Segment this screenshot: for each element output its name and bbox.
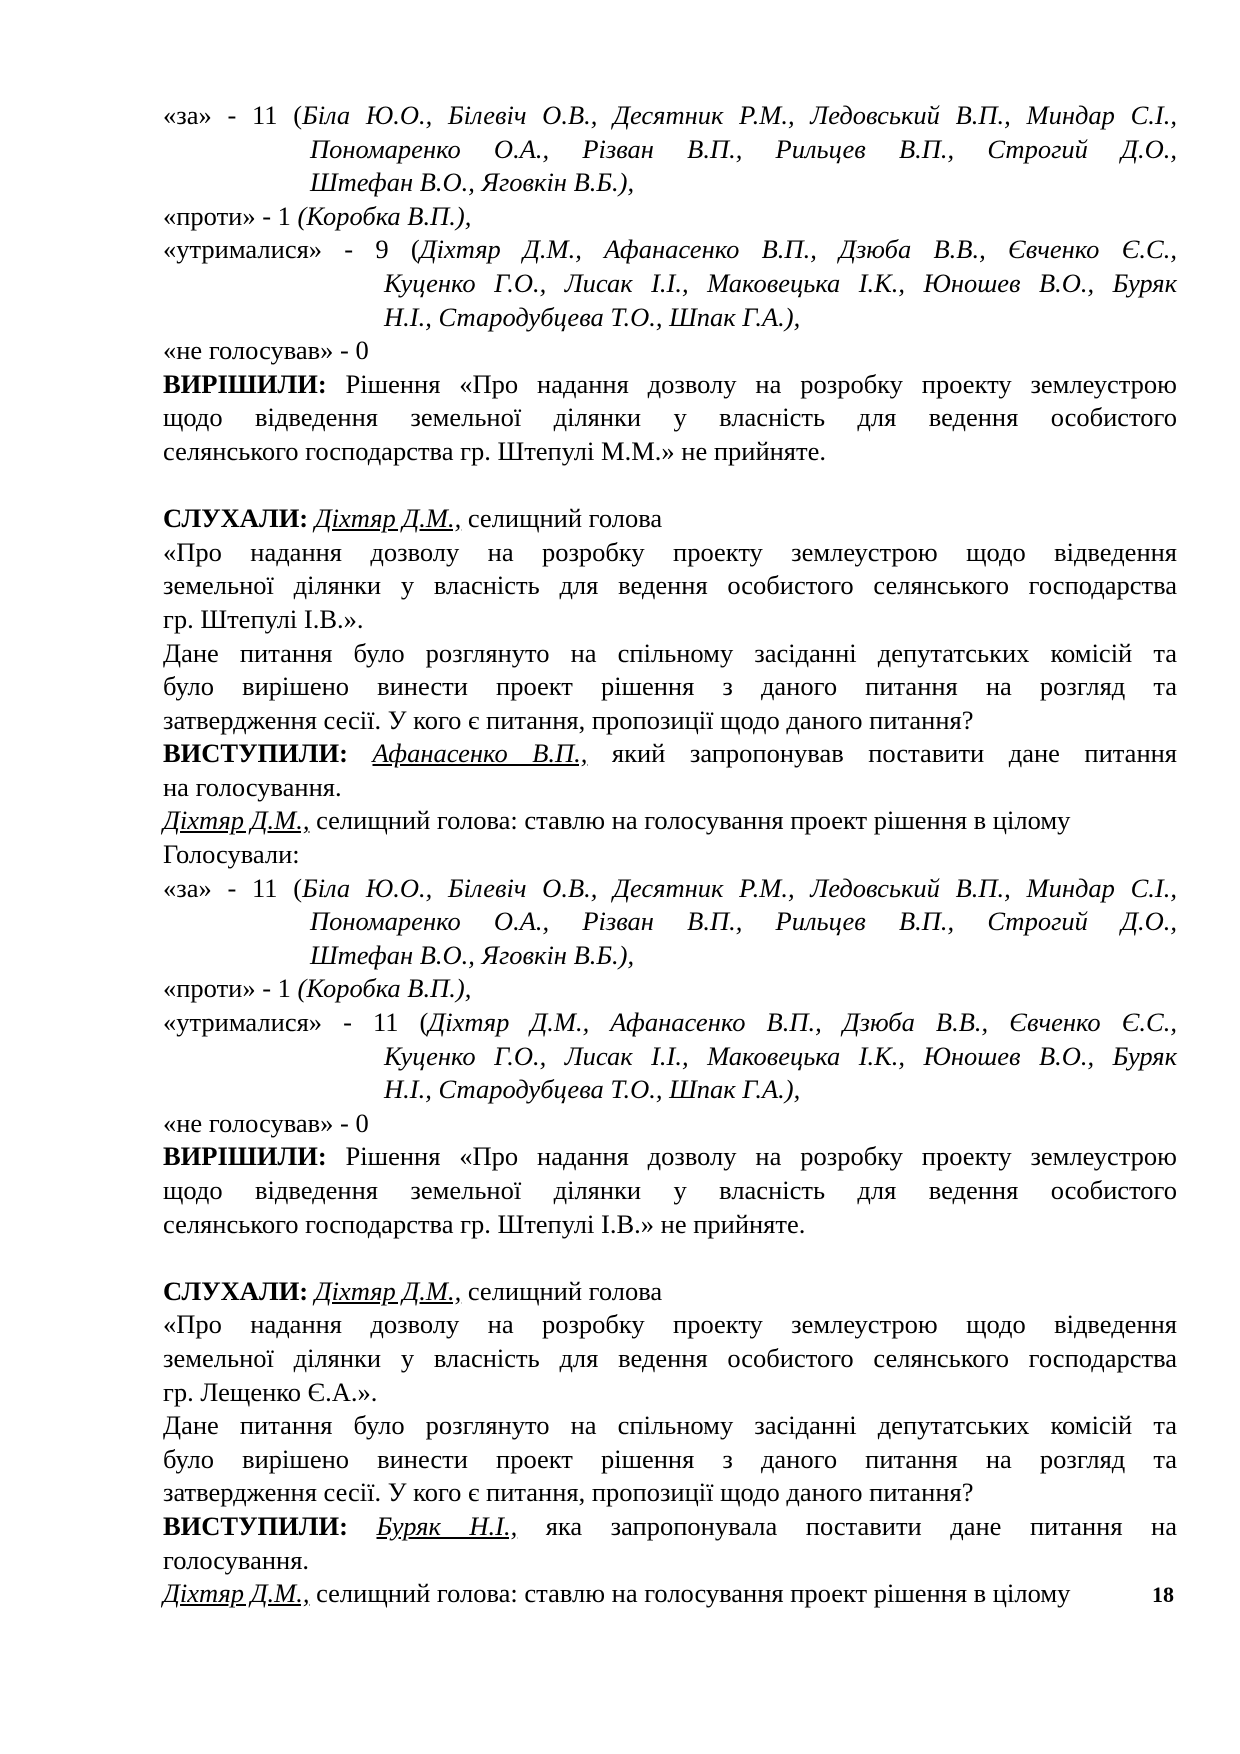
vote-for-names: Біла Ю.О., Білевіч О.В., Десятник Р.М., Ледовський В.П., Миндар С.І., bbox=[302, 100, 1177, 130]
not-voted-line: «не голосував» - 0 bbox=[163, 1107, 369, 1138]
heard-line: СЛУХАЛИ: Діхтяр Д.М., селищний голова bbox=[163, 503, 663, 534]
decision-line: ВИРІШИЛИ: Рішення «Про надання дозволу на розробку проекту землеустрою bbox=[163, 1141, 1177, 1172]
speaker-name: Буряк Н.І., bbox=[376, 1510, 518, 1541]
agenda-title: «Про надання дозволу на розробку проекту землеустрою щодо відведення bbox=[163, 1309, 1177, 1340]
heard-label: СЛУХАЛИ: bbox=[163, 503, 309, 534]
vote-abstain-line: «утрималися» - 11 (Діхтяр Д.М., Афанасенко В.П., Дзюба В.В., Євченко Є.С., bbox=[163, 1007, 1177, 1038]
agenda-description: затвердження сесії. У кого є питання, пропозиції щодо даного питання? bbox=[163, 704, 974, 735]
speakers-line: ВИСТУПИЛИ: Афанасенко В.П., який запропонував поставити дане питання bbox=[163, 738, 1177, 769]
vote-for-line: «за» - 11 (Біла Ю.О., Білевіч О.В., Десятник Р.М., Ледовський В.П., Миндар С.І., bbox=[163, 872, 1177, 903]
vote-abstain-names-cont: Куценко Г.О., Лисак І.І., Маковецька І.К., Юношев В.О., Буряк bbox=[384, 1040, 1177, 1071]
vote-abstain-names-cont: Куценко Г.О., Лисак І.І., Маковецька І.К., Юношев В.О., Буряк bbox=[384, 267, 1177, 298]
document-page bbox=[163, 99, 1177, 1611]
chair-name: Діхтяр Д.М., bbox=[163, 1578, 310, 1609]
vote-abstain-line: «утрималися» - 9 (Діхтяр Д.М., Афанасенко В.П., Дзюба В.В., Євченко Є.С., bbox=[163, 234, 1177, 265]
decision-text: щодо відведення земельної ділянки у власність для ведення особистого bbox=[163, 1175, 1177, 1205]
vote-for-names-cont: Пономаренко О.А., Різван В.П., Рильцев В.П., Строгий Д.О., bbox=[310, 133, 1177, 164]
agenda-title: земельної ділянки у власність для ведення особистого селянського господарства bbox=[163, 570, 1177, 601]
speaker-name: Афанасенко В.П., bbox=[372, 738, 588, 769]
agenda-description: Дане питання було розглянуто на спільному засіданні депутатських комісій та bbox=[163, 637, 1177, 668]
decision-text: селянського господарства гр. Штепулі М.М.» не прийняте. bbox=[163, 435, 826, 466]
not-voted-line: «не голосував» - 0 bbox=[163, 335, 369, 366]
agenda-description: Дане питання було розглянуто на спільному засіданні депутатських комісій та bbox=[163, 1410, 1177, 1441]
vote-abstain-names-cont: Н.І., Стародубцева Т.О., Шпак Г.А.), bbox=[384, 301, 801, 332]
heard-label: СЛУХАЛИ: bbox=[163, 1275, 309, 1306]
agenda-title: гр. Лещенко Є.А.». bbox=[163, 1376, 378, 1407]
vote-for-names-cont: Штефан В.О., Яговкін В.Б.), bbox=[310, 167, 635, 198]
agenda-description: було вирішено винести проект рішення з даного питання на розгляд та bbox=[163, 1443, 1177, 1474]
speakers-line: ВИСТУПИЛИ: Буряк Н.І., яка запропонувала поставити дане питання на bbox=[163, 1510, 1178, 1541]
speakers-text: на голосування. bbox=[163, 771, 342, 802]
vote-for-names-cont: Пономаренко О.А., Різван В.П., Рильцев В.П., Строгий Д.О., bbox=[310, 906, 1177, 937]
agenda-description: було вирішено винести проект рішення з даного питання на розгляд та bbox=[163, 671, 1177, 702]
speakers-label: ВИСТУПИЛИ: bbox=[163, 738, 348, 769]
agenda-title: земельної ділянки у власність для ведення особистого селянського господарства bbox=[163, 1342, 1177, 1373]
page-number: 18 bbox=[1152, 1582, 1174, 1607]
speakers-label: ВИСТУПИЛИ: bbox=[163, 1510, 348, 1541]
decision-line: ВИРІШИЛИ: Рішення «Про надання дозволу на розробку проекту землеустрою bbox=[163, 368, 1177, 399]
decision-label: ВИРІШИЛИ: bbox=[163, 368, 327, 399]
chair-line: Діхтяр Д.М., селищний голова: ставлю на голосування проект рішення в цілому bbox=[163, 805, 1071, 836]
agenda-title: гр. Штепулі І.В.». bbox=[163, 603, 364, 634]
agenda-title: «Про надання дозволу на розробку проекту землеустрою щодо відведення bbox=[163, 536, 1177, 567]
speaker-name: Діхтяр Д.М., bbox=[314, 1275, 462, 1306]
chair-name: Діхтяр Д.М., bbox=[163, 805, 310, 836]
heard-line: СЛУХАЛИ: Діхтяр Д.М., селищний голова bbox=[163, 1275, 663, 1306]
speakers-text: голосування. bbox=[163, 1544, 310, 1575]
vote-for-line: «за» - 11 (Біла Ю.О., Білевіч О.В., Десятник Р.М., Ледовський В.П., Миндар С.І., bbox=[163, 100, 1177, 130]
decision-label: ВИРІШИЛИ: bbox=[163, 1141, 327, 1172]
decision-text: щодо відведення земельної ділянки у власність для ведення особистого bbox=[163, 402, 1177, 433]
decision-text: селянського господарства гр. Штепулі І.В.» не прийняте. bbox=[163, 1208, 806, 1239]
vote-for-names-cont: Штефан В.О., Яговкін В.Б.), bbox=[310, 939, 635, 970]
vote-abstain-names-cont: Н.І., Стародубцева Т.О., Шпак Г.А.), bbox=[384, 1074, 801, 1105]
agenda-description: затвердження сесії. У кого є питання, пропозиції щодо даного питання? bbox=[163, 1477, 974, 1508]
vote-against-line: «проти» - 1 (Коробка В.П.), bbox=[163, 200, 472, 231]
vote-against-line: «проти» - 1 (Коробка В.П.), bbox=[163, 973, 472, 1004]
speaker-name: Діхтяр Д.М., bbox=[314, 503, 462, 534]
chair-line: Діхтяр Д.М., селищний голова: ставлю на голосування проект рішення в цілому bbox=[163, 1578, 1071, 1609]
voted-label: Голосували: bbox=[163, 839, 300, 870]
